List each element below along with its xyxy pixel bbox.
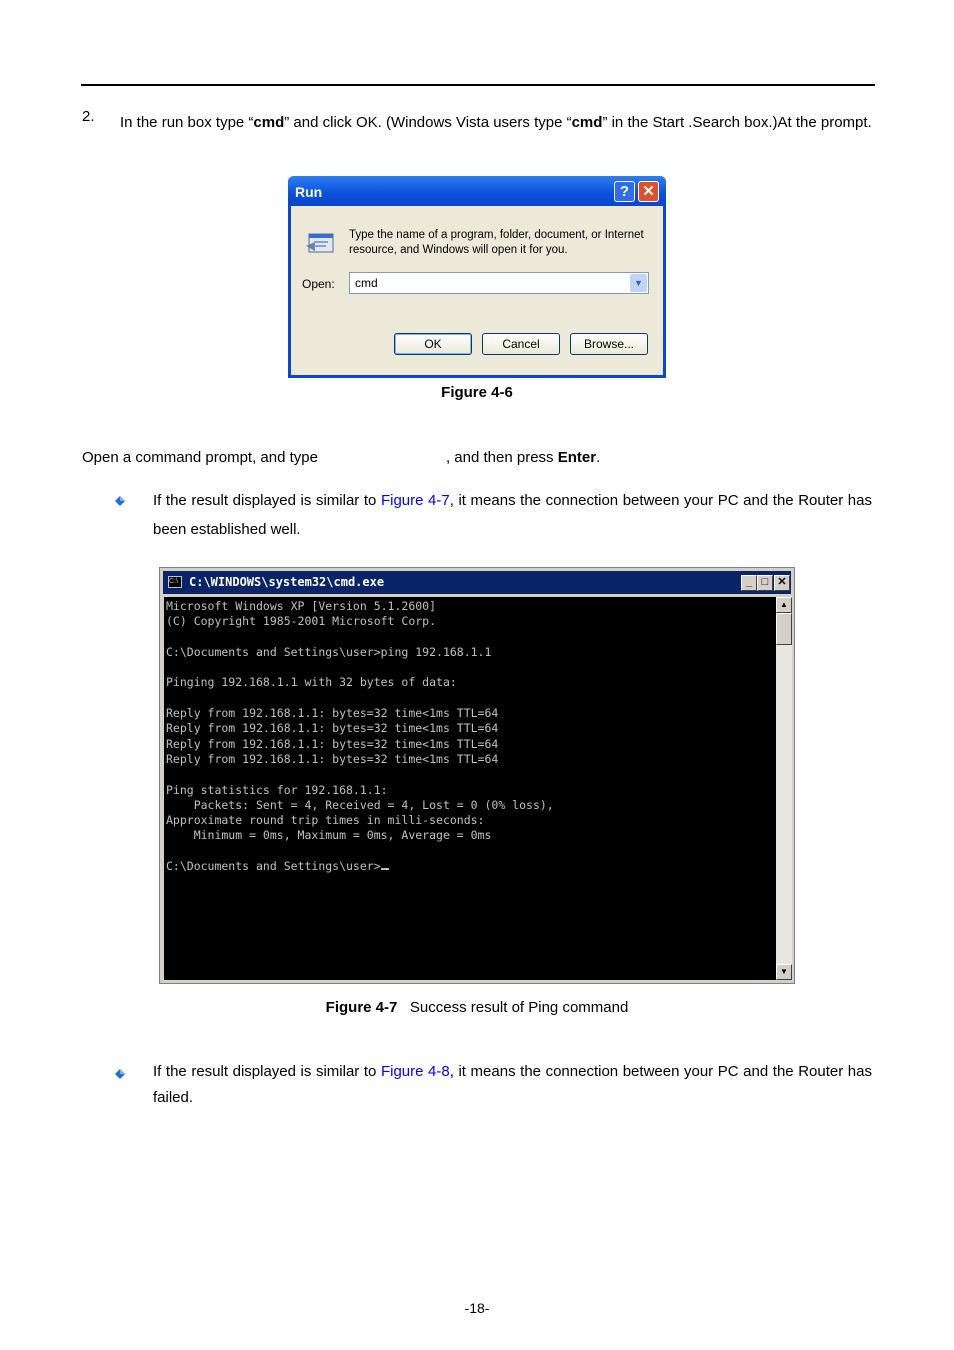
scroll-thumb[interactable] [776, 613, 792, 645]
console-line [166, 767, 774, 782]
console-cursor [381, 868, 389, 870]
minimize-button[interactable]: _ [741, 575, 757, 591]
console-line: Microsoft Windows XP [Version 5.1.2600] [166, 599, 437, 613]
run-description: Type the name of a program, folder, document, or Internet resource, and Windows will open it for you. [349, 229, 644, 256]
header-rule [81, 84, 875, 86]
console-line: C:\Documents and Settings\user> [166, 859, 774, 874]
step-text: In the run box type “cmd” and click OK. (Windows Vista users type “cmd” in the Start .Search box.)At the prompt. [120, 114, 872, 131]
console-scrollbar[interactable] [776, 597, 792, 980]
cancel-button[interactable]: Cancel [482, 333, 560, 355]
console-line: Minimum = 0ms, Maximum = 0ms, Average = 0ms [166, 828, 492, 843]
console-line: Approximate round trip times in milli-seconds: [166, 813, 485, 828]
step-number: 2. [82, 108, 95, 125]
run-title-bar [288, 176, 666, 206]
console-line: Ping statistics for 192.168.1.1: [166, 782, 388, 797]
console-line [166, 844, 774, 859]
console-line: Pinging 192.168.1.1 with 32 bytes of data: [166, 675, 457, 690]
scroll-up-button[interactable]: ▲ [776, 597, 792, 613]
close-button[interactable]: ✕ [774, 575, 790, 591]
cmd-window [159, 567, 795, 984]
console-line: Reply from 192.168.1.1: bytes=32 time<1ms TTL=64 [166, 736, 499, 751]
run-title: Run [295, 184, 323, 200]
console-line [166, 691, 774, 706]
chevron-down-icon[interactable]: ▼ [630, 274, 647, 292]
close-button[interactable]: ✕ [638, 181, 659, 202]
cmd-title: C:\WINDOWS\system32\cmd.exe [189, 575, 385, 589]
console-icon: C:\ [168, 576, 182, 588]
scroll-down-button[interactable]: ▼ [776, 964, 792, 980]
figure-4-7-link[interactable]: Figure 4-7 [380, 492, 450, 509]
bullet-failure-text: If the result displayed is similar to Figure 4-8, it means the connection between your PC and the Router has failed. [153, 1063, 872, 1106]
bullet-success-text: If the result displayed is similar to Figure 4-7, it means the connection between your PC and the Router has been established well. [153, 492, 872, 538]
console-line: Reply from 192.168.1.1: bytes=32 time<1ms TTL=64 [166, 751, 499, 766]
help-button[interactable]: ? [614, 181, 635, 202]
console-line: Packets: Sent = 4, Received = 4, Lost = 0 (0% loss), [166, 797, 554, 812]
console-line: Reply from 192.168.1.1: bytes=32 time<1ms TTL=64 [166, 721, 499, 736]
open-input[interactable] [349, 272, 649, 294]
console-line: C:\Documents and Settings\user>ping 192.168.1.1 [166, 644, 492, 659]
diamond-bullet-icon [115, 496, 125, 506]
console-output[interactable] [164, 597, 776, 980]
run-body [291, 206, 663, 375]
instruction-paragraph: Open a command prompt, and type , and then press Enter. [82, 449, 601, 466]
figure-4-7-caption: Figure 4-7 Success result of Ping command [325, 999, 629, 1016]
maximize-button[interactable]: □ [757, 575, 773, 591]
console-line: Reply from 192.168.1.1: bytes=32 time<1ms TTL=64 [166, 706, 499, 721]
console-line [166, 660, 774, 675]
open-input-value: cmd [355, 276, 378, 290]
ok-button[interactable]: OK [394, 333, 472, 355]
console-line: (C) Copyright 1985-2001 Microsoft Corp. [166, 614, 437, 629]
console-line [166, 630, 774, 645]
run-program-icon [305, 232, 335, 254]
browse-button[interactable]: Browse... [570, 333, 648, 355]
figure-4-6-caption: Figure 4-6 [441, 384, 513, 401]
cmd-title-bar [163, 571, 791, 594]
run-dialog [288, 176, 666, 378]
diamond-bullet-icon [115, 1069, 125, 1079]
page-number: -18- [464, 1300, 490, 1316]
open-label: Open: [302, 277, 335, 291]
figure-4-8-link[interactable]: Figure 4-8 [380, 1063, 450, 1080]
